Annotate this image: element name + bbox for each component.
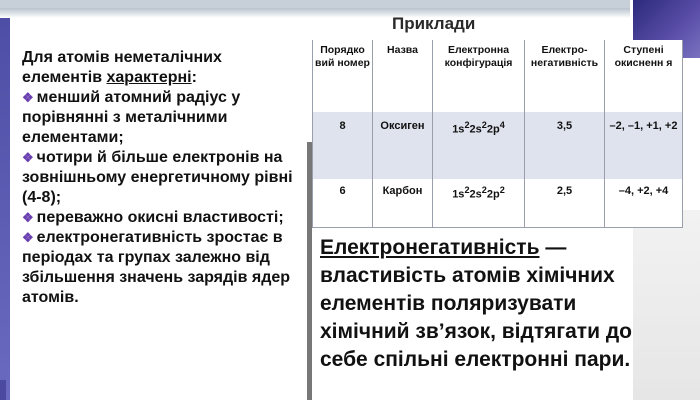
cell-name: Карбон <box>373 179 433 228</box>
diamond-bullet-icon: ❖ <box>22 210 34 225</box>
property-item-4: електронегативність зростає в періодах та групах залежно від збільшення значень зарядів ядер атомів. <box>22 229 291 306</box>
cell-electronegativity: 2,5 <box>525 179 605 228</box>
intro-suffix: : <box>191 69 197 86</box>
diamond-bullet-icon: ❖ <box>22 230 34 245</box>
header-electronegativity: Електро- негативність <box>525 40 605 112</box>
slide-title: Приклади <box>392 14 476 33</box>
cell-number: 8 <box>313 112 373 179</box>
diamond-bullet-icon: ❖ <box>22 150 34 165</box>
cell-oxidation: –2, –1, +1, +2 <box>605 112 683 179</box>
cell-number: 6 <box>313 179 373 228</box>
header-config: Електронна конфігурація <box>433 40 525 112</box>
left-accent-bar <box>0 18 10 400</box>
diamond-bullet-icon: ❖ <box>22 90 34 105</box>
table-row <box>313 112 683 179</box>
properties-text <box>22 48 302 308</box>
intro-underlined: характерні <box>106 69 192 86</box>
cell-config: $1s^22s^22p^4$ <box>433 112 525 179</box>
cell-electronegativity: 3,5 <box>525 112 605 179</box>
header-name: Назва <box>373 40 433 112</box>
cell-config: $1s^22s^22p^2$ <box>433 179 525 228</box>
table-row <box>313 179 683 228</box>
definition-term: Електронегативність <box>320 236 540 259</box>
cell-oxidation: –4, +2, +4 <box>605 179 683 228</box>
header-oxidation: Ступені окисненн я <box>605 40 683 112</box>
property-item-3: переважно окисні властивості; <box>36 209 284 226</box>
cell-name: Оксиген <box>373 112 433 179</box>
definition-text <box>320 234 660 374</box>
definition-rest: — властивість атомів хімічних елементів поляризувати хімічний зв’язок, відтягати до себе спільні електронні пари. <box>320 236 632 371</box>
table-header-row <box>313 40 683 112</box>
property-item-1: менший атомний радіус у порівнянні з металічними елементами; <box>22 89 241 146</box>
examples-table <box>312 40 683 228</box>
top-band-shadow <box>0 8 632 18</box>
intro-prefix: Для атомів неметалічних елементів <box>22 49 222 86</box>
left-accent-bar-bottom <box>0 380 6 400</box>
property-item-2: чотири й більше електронів на зовнішньому енергетичному рівні (4-8); <box>22 149 293 206</box>
header-number: Порядко вий номер <box>313 40 373 112</box>
